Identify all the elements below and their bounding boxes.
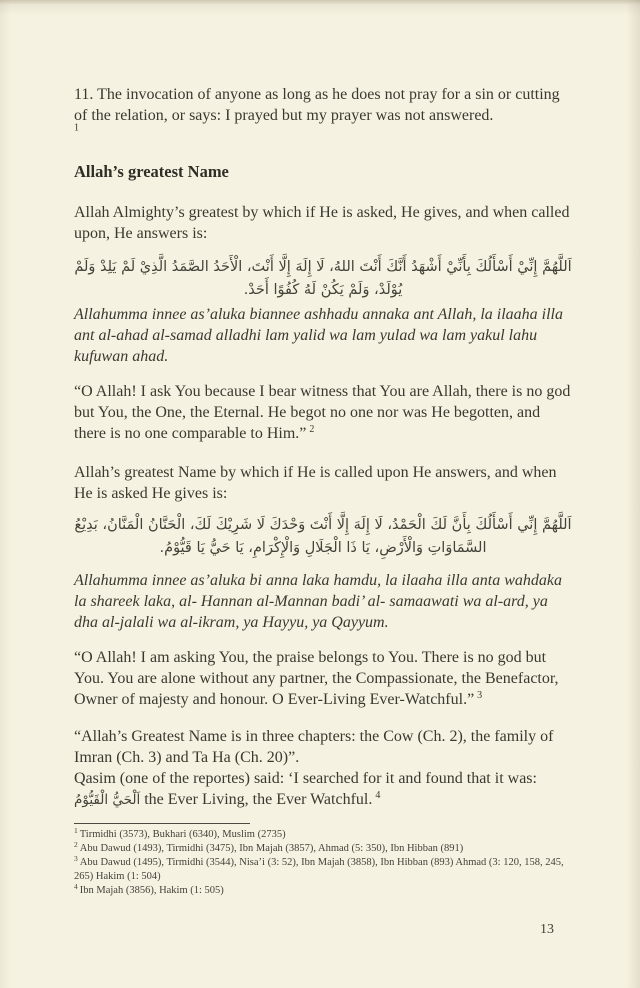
- footnote-marker-row: [74, 122, 572, 139]
- footnote-1-text: Tirmidhi (3573), Bukhari (6340), Muslim (2735): [79, 829, 286, 840]
- footnote-1: [74, 825, 572, 842]
- transliteration-first-dua: Allahumma innee as’aluka biannee ashhadu annaka ant Allah, la ilaaha illa ant al-ahad al-samad alladhi lam yalid wa lam yulad wa lam yakul lahu kufuwan ahad.: [74, 306, 563, 365]
- qasim-rest-text: the Ever Living, the Ever Watchful.: [144, 791, 373, 808]
- footnote-3: [74, 853, 572, 884]
- arabic-dua-first: اَللَّهُمَّ إِنِّيْ أَسْأَلُكَ بِأَنِّيْ أَشْهَدُ أَنَّكَ أَنْتَ اللهُ، لَا إِلَهَ إِلَّا أَنْتَ، الْأَحَدُ الصَّمَدُ الَّذِيْ لَمْ يَلِدْ وَلَمْ يُوْلَدْ، وَلَمْ يَكُنْ لَهُ كُفُوًا أَحَدْ.: [74, 259, 572, 298]
- translation-first-text: “O Allah! I ask You because I bear witness that You are Allah, there is no god but You, the One, the Eternal. He begot no one nor was He begotten, and there is no one comparable to Him.”: [74, 383, 571, 442]
- paragraph-intro-second-dua: Allah’s greatest Name by which if He is called upon He answers, and when He is asked He gives is:: [74, 464, 557, 502]
- translation-second-text: “O Allah! I am asking You, the praise belongs to You. There is no god but You. You are alone without any partner, the Compassionate, the Benefactor, Owner of majesty and honour. O Ever-Living Ever-Watchful.”: [74, 649, 559, 708]
- footnote-ref-3: 3: [477, 689, 483, 701]
- section-heading: Allah’s greatest Name: [74, 162, 229, 181]
- paragraph-invocation: 11. The invocation of anyone as long as he does not pray for a sin or cutting of the relation, or says: I prayed but my prayer was not answered.: [74, 86, 560, 124]
- footnote-4-text: Ibn Majah (3856), Hakim (1: 505): [79, 885, 224, 896]
- translation-second-dua: [74, 647, 572, 710]
- page-number: 13: [540, 922, 554, 937]
- footnote-3-num: 3: [74, 853, 78, 863]
- footnote-4: [74, 881, 572, 898]
- paragraph-chapters: “Allah’s Greatest Name is in three chapters: the Cow (Ch. 2), the family of Imran (Ch. 3) and Ta Ha (Ch. 20)”.: [74, 728, 554, 766]
- transliteration-second-dua: Allahumma innee as’aluka bi anna laka hamdu, la ilaaha illa anta wahdaka la shareek laka, al- Hannan al-Mannan badi’ al- samaawati wa al-ard, ya dha al-jalali wa al-ikram, ya Hayyu, ya Qayyum.: [74, 572, 562, 631]
- qasim-lead-text: Qasim (one of the reportes) said: ‘I searched for it and found that it was:: [74, 770, 537, 787]
- translation-first-dua: [74, 381, 572, 444]
- footnote-3-text: Abu Dawud (1495), Tirmidhi (3544), Nisa’i (3: 52), Ibn Majah (3858), Ibn Hibban (893) Ahmad (3: 120, 158, 245, 265) Hakim (1: 504): [74, 857, 564, 882]
- footnote-ref-2: 2: [309, 423, 315, 435]
- arabic-inline-name: اَلْحَيُّ الْقَيُّوْمُ: [74, 792, 141, 808]
- footnote-2-num: 2: [74, 839, 78, 849]
- footnote-ref-4: 4: [375, 789, 381, 801]
- footnote-2-text: Abu Dawud (1493), Tirmidhi (3475), Ibn Majah (3857), Ahmad (5: 350), Ibn Hibban (891): [79, 843, 464, 854]
- footnotes-section: [74, 823, 572, 898]
- footnote-4-num: 4: [74, 881, 78, 891]
- footnote-divider: [74, 823, 250, 824]
- footnote-ref-1: 1: [74, 122, 79, 134]
- footnote-2: [74, 839, 572, 856]
- paragraph-intro-first-dua: Allah Almighty’s greatest by which if He is asked, He gives, and when called upon, He answers is:: [74, 204, 570, 242]
- arabic-dua-second: اَللَّهُمَّ إِنِّي أَسْأَلُكَ بِأَنَّ لَكَ الْحَمْدُ، لَا إِلَهَ إِلَّا أَنْتَ وَحْدَكَ لَا شَرِيْكَ لَكَ، الْحَنَّانُ الْمَنَّانُ، بَدِيْعُ السَّمَاوَاتِ وَالْأَرْضِ، يَا ذَا الْجَلَالِ وَالْإِكْرَامِ، يَا حَيُّ يَا قَيُّوْمُ.: [74, 517, 572, 556]
- footnote-1-num: 1: [74, 825, 78, 835]
- paragraph-qasim: [74, 768, 572, 811]
